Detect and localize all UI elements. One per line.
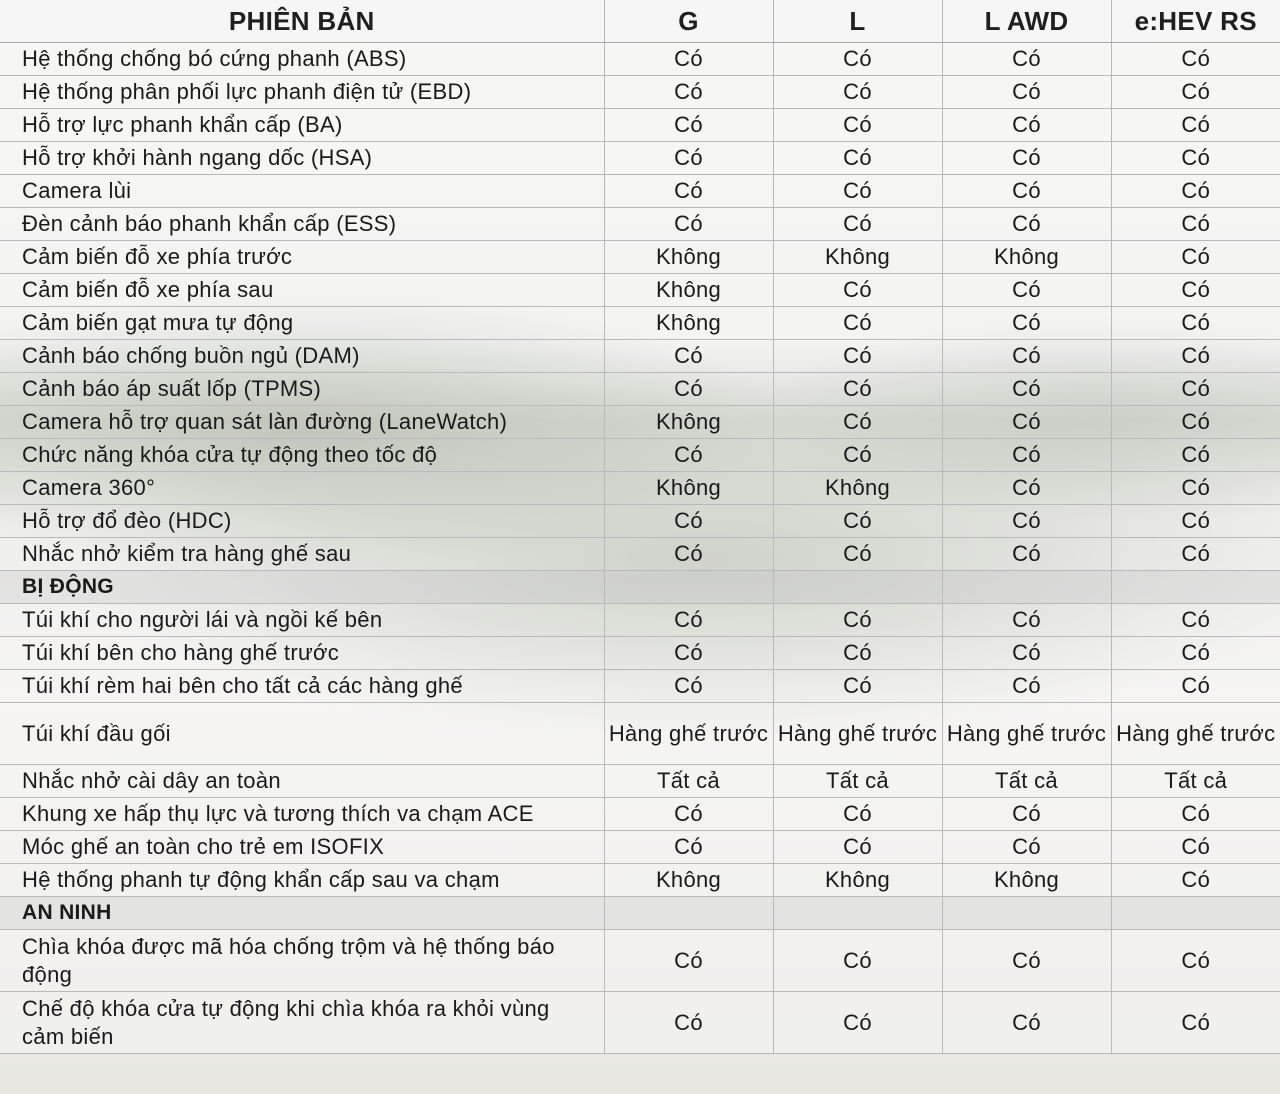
value-l-awd: Có xyxy=(942,142,1111,175)
table-row xyxy=(0,864,1280,897)
value-g: Có xyxy=(604,637,773,670)
table-row xyxy=(0,505,1280,538)
feature-name: Chế độ khóa cửa tự động khi chìa khóa ra khỏi vùng cảm biến xyxy=(0,992,604,1054)
value-g: Có xyxy=(604,373,773,406)
feature-name: Hệ thống phanh tự động khẩn cấp sau va chạm xyxy=(0,864,604,897)
value-l-awd: Có xyxy=(942,274,1111,307)
table-row xyxy=(0,798,1280,831)
table-body xyxy=(0,43,1280,1054)
table-row xyxy=(0,831,1280,864)
value-g: Có xyxy=(604,538,773,571)
table-row xyxy=(0,538,1280,571)
value-l-awd xyxy=(942,571,1111,604)
value-ehev-rs: Có xyxy=(1111,76,1280,109)
table-row xyxy=(0,76,1280,109)
value-g: Có xyxy=(604,340,773,373)
section-row xyxy=(0,571,1280,604)
value-l: Có xyxy=(773,505,942,538)
value-l-awd: Có xyxy=(942,831,1111,864)
feature-name: Nhắc nhở cài dây an toàn xyxy=(0,765,604,798)
value-l: Có xyxy=(773,930,942,992)
value-l-awd: Có xyxy=(942,637,1111,670)
value-l-awd: Có xyxy=(942,373,1111,406)
header-version-g: G xyxy=(604,0,773,43)
value-l: Không xyxy=(773,472,942,505)
value-ehev-rs: Có xyxy=(1111,109,1280,142)
value-l-awd: Có xyxy=(942,505,1111,538)
table-row xyxy=(0,930,1280,992)
value-g xyxy=(604,897,773,930)
value-l: Có xyxy=(773,109,942,142)
table-row xyxy=(0,241,1280,274)
table-row xyxy=(0,142,1280,175)
feature-name: Camera hỗ trợ quan sát làn đường (LaneWatch) xyxy=(0,406,604,439)
table-row xyxy=(0,472,1280,505)
table-row xyxy=(0,765,1280,798)
value-ehev-rs: Có xyxy=(1111,274,1280,307)
feature-name: Cảnh báo áp suất lốp (TPMS) xyxy=(0,373,604,406)
value-ehev-rs: Có xyxy=(1111,930,1280,992)
value-g: Có xyxy=(604,43,773,76)
feature-name: Túi khí bên cho hàng ghế trước xyxy=(0,637,604,670)
feature-name: Cảm biến gạt mưa tự động xyxy=(0,307,604,340)
value-ehev-rs: Tất cả xyxy=(1111,765,1280,798)
section-title: BỊ ĐỘNG xyxy=(0,571,604,604)
value-ehev-rs: Có xyxy=(1111,406,1280,439)
value-ehev-rs: Có xyxy=(1111,798,1280,831)
section-row xyxy=(0,897,1280,930)
value-g: Có xyxy=(604,798,773,831)
value-g: Có xyxy=(604,505,773,538)
value-l: Có xyxy=(773,439,942,472)
value-l-awd: Có xyxy=(942,208,1111,241)
value-l: Có xyxy=(773,992,942,1054)
value-l-awd: Không xyxy=(942,864,1111,897)
feature-name: Hệ thống phân phối lực phanh điện tử (EBD) xyxy=(0,76,604,109)
value-l: Không xyxy=(773,864,942,897)
feature-name: Hỗ trợ đổ đèo (HDC) xyxy=(0,505,604,538)
value-g: Có xyxy=(604,439,773,472)
value-g: Có xyxy=(604,670,773,703)
value-ehev-rs: Có xyxy=(1111,142,1280,175)
feature-name: Hệ thống chống bó cứng phanh (ABS) xyxy=(0,43,604,76)
value-l: Có xyxy=(773,142,942,175)
feature-name: Đèn cảnh báo phanh khẩn cấp (ESS) xyxy=(0,208,604,241)
value-ehev-rs: Có xyxy=(1111,505,1280,538)
value-g: Có xyxy=(604,208,773,241)
value-l-awd: Có xyxy=(942,439,1111,472)
value-g: Hàng ghế trước xyxy=(604,703,773,765)
value-l: Có xyxy=(773,307,942,340)
feature-name: Móc ghế an toàn cho trẻ em ISOFIX xyxy=(0,831,604,864)
value-g: Không xyxy=(604,864,773,897)
value-g: Có xyxy=(604,831,773,864)
value-l: Có xyxy=(773,373,942,406)
value-g: Không xyxy=(604,406,773,439)
value-g: Có xyxy=(604,142,773,175)
table-row xyxy=(0,992,1280,1054)
value-l-awd: Có xyxy=(942,175,1111,208)
value-l: Không xyxy=(773,241,942,274)
table-row xyxy=(0,274,1280,307)
value-l-awd: Không xyxy=(942,241,1111,274)
table-row xyxy=(0,670,1280,703)
table-row xyxy=(0,307,1280,340)
value-l-awd: Có xyxy=(942,76,1111,109)
value-g: Có xyxy=(604,109,773,142)
table-header xyxy=(0,0,1280,43)
feature-name: Chức năng khóa cửa tự động theo tốc độ xyxy=(0,439,604,472)
value-l xyxy=(773,571,942,604)
value-l: Tất cả xyxy=(773,765,942,798)
value-l: Có xyxy=(773,604,942,637)
value-l-awd xyxy=(942,897,1111,930)
table-row xyxy=(0,373,1280,406)
value-ehev-rs: Có xyxy=(1111,439,1280,472)
value-g: Không xyxy=(604,274,773,307)
value-l: Có xyxy=(773,208,942,241)
value-l: Có xyxy=(773,831,942,864)
value-l-awd: Có xyxy=(942,604,1111,637)
value-ehev-rs: Có xyxy=(1111,831,1280,864)
section-title: AN NINH xyxy=(0,897,604,930)
feature-name: Cảm biến đỗ xe phía trước xyxy=(0,241,604,274)
value-l-awd: Có xyxy=(942,43,1111,76)
value-l: Có xyxy=(773,76,942,109)
value-g: Không xyxy=(604,472,773,505)
value-l-awd: Hàng ghế trước xyxy=(942,703,1111,765)
table-row xyxy=(0,109,1280,142)
value-l: Có xyxy=(773,175,942,208)
value-g: Có xyxy=(604,930,773,992)
table-row xyxy=(0,175,1280,208)
table-row xyxy=(0,208,1280,241)
value-g: Không xyxy=(604,307,773,340)
value-l-awd: Có xyxy=(942,670,1111,703)
feature-name: Nhắc nhở kiểm tra hàng ghế sau xyxy=(0,538,604,571)
value-ehev-rs: Có xyxy=(1111,637,1280,670)
value-l-awd: Có xyxy=(942,538,1111,571)
feature-name: Túi khí đầu gối xyxy=(0,703,604,765)
value-ehev-rs: Có xyxy=(1111,43,1280,76)
table-row xyxy=(0,43,1280,76)
value-ehev-rs: Có xyxy=(1111,373,1280,406)
table-row xyxy=(0,604,1280,637)
value-g: Không xyxy=(604,241,773,274)
value-g xyxy=(604,571,773,604)
value-l-awd: Có xyxy=(942,930,1111,992)
value-ehev-rs: Có xyxy=(1111,864,1280,897)
table-row xyxy=(0,340,1280,373)
value-ehev-rs xyxy=(1111,897,1280,930)
feature-name: Túi khí rèm hai bên cho tất cả các hàng ghế xyxy=(0,670,604,703)
value-l-awd: Tất cả xyxy=(942,765,1111,798)
value-ehev-rs: Có xyxy=(1111,604,1280,637)
value-ehev-rs: Có xyxy=(1111,670,1280,703)
table-row xyxy=(0,703,1280,765)
header-version-ehev-rs: e:HEV RS xyxy=(1111,0,1280,43)
feature-name: Camera lùi xyxy=(0,175,604,208)
value-l-awd: Có xyxy=(942,340,1111,373)
value-ehev-rs: Có xyxy=(1111,208,1280,241)
feature-name: Hỗ trợ lực phanh khẩn cấp (BA) xyxy=(0,109,604,142)
value-ehev-rs: Có xyxy=(1111,340,1280,373)
table-row xyxy=(0,406,1280,439)
value-l-awd: Có xyxy=(942,798,1111,831)
feature-name: Camera 360° xyxy=(0,472,604,505)
feature-name: Khung xe hấp thụ lực và tương thích va chạm ACE xyxy=(0,798,604,831)
value-g: Có xyxy=(604,604,773,637)
value-ehev-rs xyxy=(1111,571,1280,604)
feature-name: Chìa khóa được mã hóa chống trộm và hệ thống báo động xyxy=(0,930,604,992)
table-row xyxy=(0,637,1280,670)
header-version-l-awd: L AWD xyxy=(942,0,1111,43)
feature-name: Cảm biến đỗ xe phía sau xyxy=(0,274,604,307)
value-ehev-rs: Có xyxy=(1111,992,1280,1054)
value-l-awd: Có xyxy=(942,406,1111,439)
header-version-label: PHIÊN BẢN xyxy=(0,0,604,43)
value-g: Có xyxy=(604,175,773,208)
value-l: Có xyxy=(773,538,942,571)
value-l-awd: Có xyxy=(942,472,1111,505)
value-l: Có xyxy=(773,637,942,670)
feature-name: Túi khí cho người lái và ngồi kế bên xyxy=(0,604,604,637)
value-ehev-rs: Có xyxy=(1111,175,1280,208)
value-l: Có xyxy=(773,406,942,439)
value-l: Có xyxy=(773,340,942,373)
value-l-awd: Có xyxy=(942,992,1111,1054)
value-l: Có xyxy=(773,670,942,703)
value-g: Có xyxy=(604,76,773,109)
value-ehev-rs: Có xyxy=(1111,307,1280,340)
header-version-l: L xyxy=(773,0,942,43)
value-ehev-rs: Có xyxy=(1111,472,1280,505)
table-row xyxy=(0,439,1280,472)
value-l-awd: Có xyxy=(942,109,1111,142)
value-l: Hàng ghế trước xyxy=(773,703,942,765)
value-l xyxy=(773,897,942,930)
value-ehev-rs: Có xyxy=(1111,538,1280,571)
value-g: Tất cả xyxy=(604,765,773,798)
header-row xyxy=(0,0,1280,43)
value-ehev-rs: Có xyxy=(1111,241,1280,274)
value-l: Có xyxy=(773,43,942,76)
feature-name: Cảnh báo chống buồn ngủ (DAM) xyxy=(0,340,604,373)
value-ehev-rs: Hàng ghế trước xyxy=(1111,703,1280,765)
feature-name: Hỗ trợ khởi hành ngang dốc (HSA) xyxy=(0,142,604,175)
value-l-awd: Có xyxy=(942,307,1111,340)
value-g: Có xyxy=(604,992,773,1054)
value-l: Có xyxy=(773,798,942,831)
value-l: Có xyxy=(773,274,942,307)
